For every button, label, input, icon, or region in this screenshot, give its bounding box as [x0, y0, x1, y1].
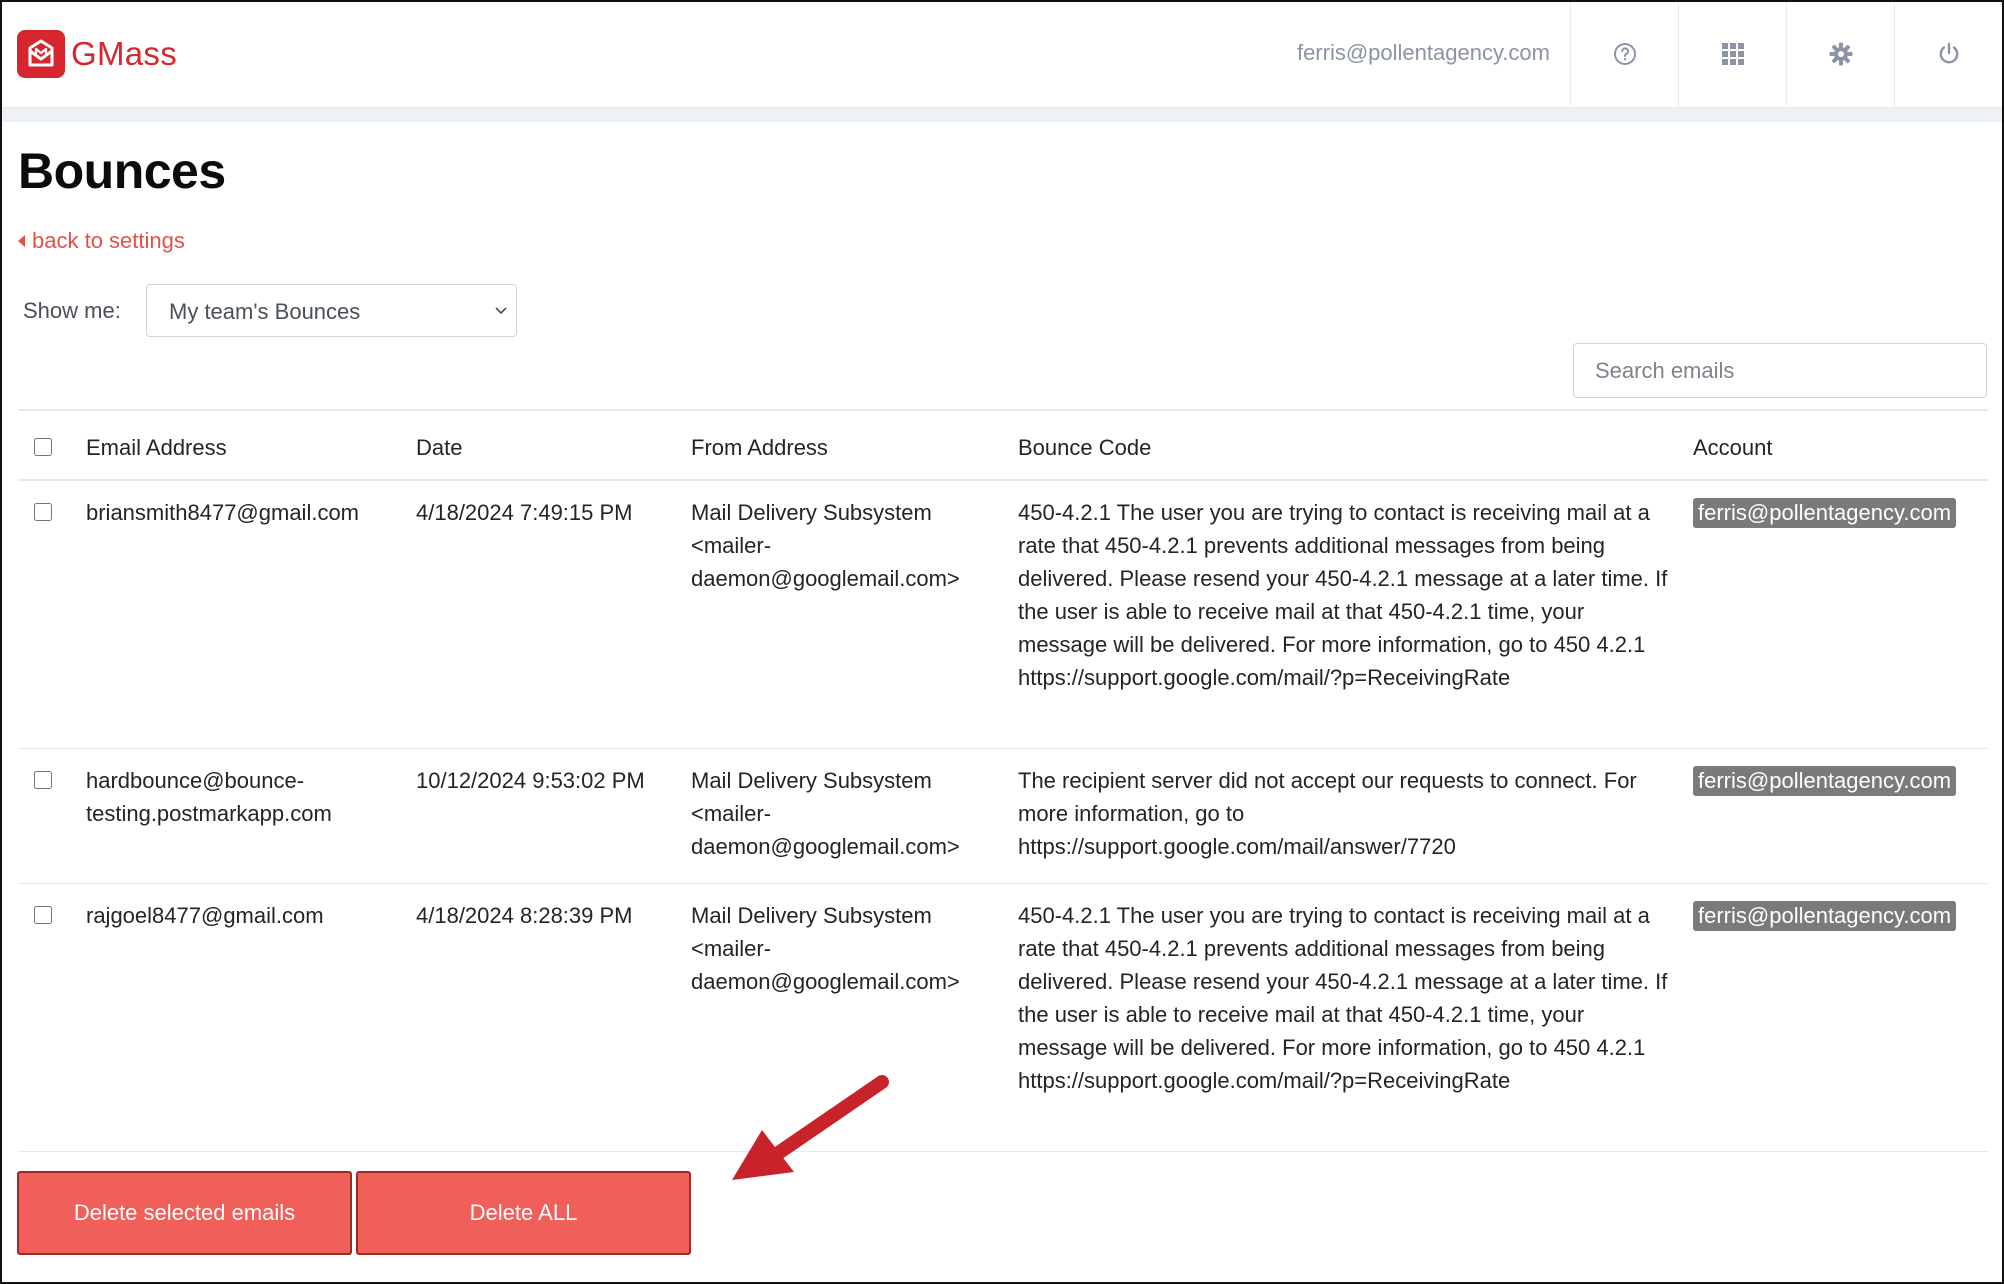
row-checkbox[interactable]	[34, 503, 52, 521]
column-header-email[interactable]: Email Address	[86, 410, 416, 480]
row-bounce-code: 450-4.2.1 The user you are trying to contact is receiving mail at a rate that 450-4.2.1 prevents additional messages from being delivered. Please resend your 450-4.2.1 message at a later time. If the user is able to receive mail at that 450-4.2.1 time, your message will be delivered. For more information, go to 450 4.2.1 https://support.google.com/mail/?p=ReceivingRate	[1018, 480, 1693, 748]
bounces-table	[18, 409, 1988, 1152]
table-row	[18, 883, 1988, 1151]
show-me-value: My team's Bounces	[169, 299, 361, 324]
help-button[interactable]	[1570, 2, 1678, 106]
annotation-arrow-icon	[722, 1072, 892, 1192]
table-header-row	[18, 410, 1988, 480]
row-email: briansmith8477@gmail.com	[86, 480, 416, 748]
row-date: 4/18/2024 8:28:39 PM	[416, 883, 691, 1151]
row-email: hardbounce@bounce-testing.postmarkapp.com	[86, 748, 416, 883]
column-header-bounce-code[interactable]: Bounce Code	[1018, 410, 1693, 480]
page-title: Bounces	[18, 143, 226, 199]
row-checkbox[interactable]	[34, 906, 52, 924]
gmass-logo-icon	[17, 30, 65, 78]
back-to-settings-link[interactable]	[18, 228, 185, 254]
column-header-account[interactable]: Account	[1693, 410, 1988, 480]
help-icon	[1613, 42, 1637, 66]
table-row	[18, 748, 1988, 883]
row-bounce-code: The recipient server did not accept our requests to connect. For more information, go to https://support.google.com/mail/answer/7720	[1018, 748, 1693, 883]
account-badge: ferris@pollentagency.com	[1693, 498, 1956, 528]
show-me-label: Show me:	[23, 298, 121, 323]
apps-button[interactable]	[1678, 2, 1786, 106]
row-from-address: Mail Delivery Subsystem <mailer-daemon@googlemail.com>	[691, 748, 1018, 883]
row-date: 4/18/2024 7:49:15 PM	[416, 480, 691, 748]
delete-all-button[interactable]: Delete ALL	[356, 1171, 691, 1255]
caret-left-icon	[18, 235, 26, 247]
top-bar	[2, 2, 2002, 108]
chevron-down-icon	[494, 299, 508, 323]
account-badge: ferris@pollentagency.com	[1693, 901, 1956, 931]
header-separator	[2, 108, 2002, 122]
account-badge: ferris@pollentagency.com	[1693, 766, 1956, 796]
logout-button[interactable]	[1894, 2, 2002, 106]
column-header-date[interactable]: Date	[416, 410, 691, 480]
back-link-label: back to settings	[32, 228, 185, 253]
row-from-address: Mail Delivery Subsystem <mailer-daemon@googlemail.com>	[691, 480, 1018, 748]
user-email[interactable]: ferris@pollentagency.com	[1296, 40, 1550, 65]
table-row	[18, 480, 1988, 748]
apps-grid-icon	[1721, 42, 1745, 66]
row-from-address: Mail Delivery Subsystem <mailer-daemon@googlemail.com>	[691, 883, 1018, 1151]
column-header-from[interactable]: From Address	[691, 410, 1018, 480]
row-date: 10/12/2024 9:53:02 PM	[416, 748, 691, 883]
gear-icon	[1829, 42, 1853, 66]
show-me-select[interactable]	[146, 284, 517, 337]
select-all-checkbox[interactable]	[34, 438, 52, 456]
search-input[interactable]	[1573, 343, 1987, 398]
row-email: rajgoel8477@gmail.com	[86, 883, 416, 1151]
row-checkbox[interactable]	[34, 771, 52, 789]
delete-selected-button[interactable]: Delete selected emails	[17, 1171, 352, 1255]
gmass-logo[interactable]	[17, 30, 177, 78]
power-icon	[1937, 42, 1961, 66]
app-name: GMass	[71, 35, 178, 72]
settings-button[interactable]	[1786, 2, 1894, 106]
row-bounce-code: 450-4.2.1 The user you are trying to contact is receiving mail at a rate that 450-4.2.1 prevents additional messages from being delivered. Please resend your 450-4.2.1 message at a later time. If the user is able to receive mail at that 450-4.2.1 time, your message will be delivered. For more information, go to 450 4.2.1 https://support.google.com/mail/?p=ReceivingRate	[1018, 883, 1693, 1151]
